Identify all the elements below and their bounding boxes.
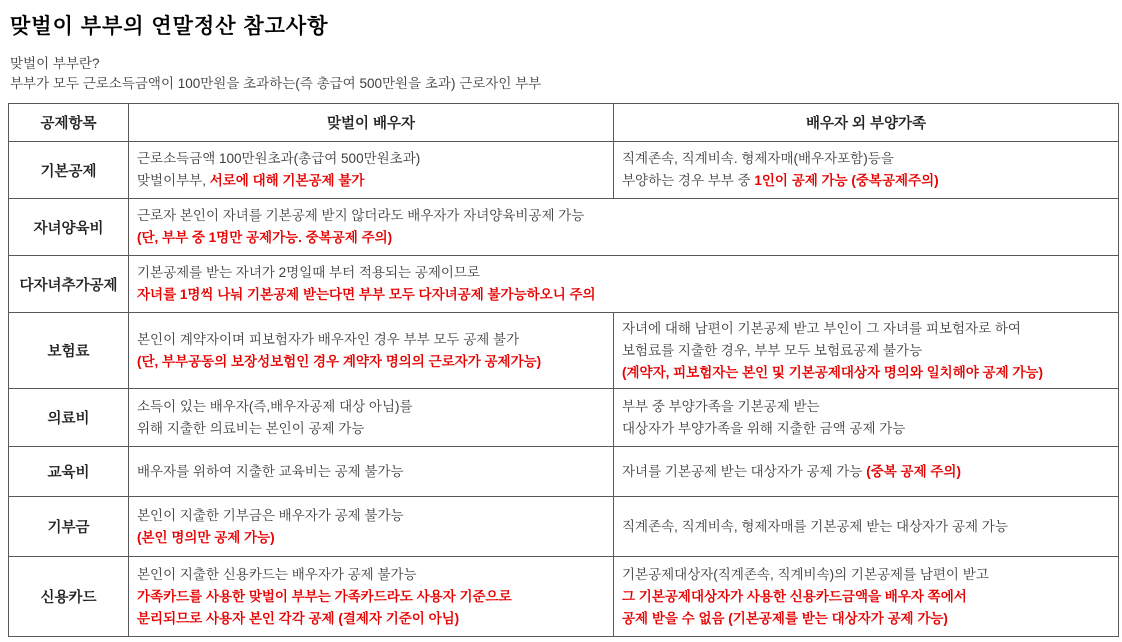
deduction-detail-cell bbox=[129, 142, 614, 199]
plain-text: 직계존속, 직계비속. 형제자매(배우자포함)등을 bbox=[622, 151, 894, 166]
detail-text-line bbox=[622, 148, 1110, 170]
plain-text: 자녀에 대해 남편이 기본공제 받고 부인이 그 자녀를 피보험자로 하여 bbox=[622, 320, 1021, 336]
deduction-item-label: 신용카드 bbox=[9, 557, 129, 637]
detail-text-line bbox=[137, 396, 605, 418]
detail-text-line bbox=[137, 329, 605, 351]
detail-text-line bbox=[622, 461, 1110, 483]
plain-text: 근로자 본인이 자녀를 기본공제 받지 않더라도 배우자가 자녀양육비공제 가능 bbox=[137, 208, 585, 223]
plain-text: 직계존속, 직계비속, 형제자매를 기본공제 받는 대상자가 공제 가능 bbox=[622, 518, 1008, 534]
table-body bbox=[9, 142, 1119, 637]
detail-text-line bbox=[622, 340, 1110, 362]
deduction-detail-cell bbox=[614, 447, 1119, 497]
deduction-item-label: 기본공제 bbox=[9, 142, 129, 199]
deduction-table bbox=[8, 103, 1119, 637]
detail-text-line bbox=[137, 170, 605, 192]
deduction-detail-cell bbox=[129, 557, 614, 637]
plain-text: 기본공제를 받는 자녀가 2명일때 부터 적용되는 공제이므로 bbox=[137, 265, 480, 280]
table-row bbox=[9, 557, 1119, 637]
detail-text-line bbox=[137, 505, 605, 527]
table-row bbox=[9, 313, 1119, 389]
header-dual-income-spouse: 맞벌이 배우자 bbox=[129, 104, 614, 142]
subtitle-definition: 부부가 모두 근로소득금액이 100만원을 초과하는(즉 총급여 500만원을 초과) 근로자인 부부 bbox=[10, 76, 542, 91]
deduction-item-label: 다자녀추가공제 bbox=[9, 256, 129, 313]
detail-text-line bbox=[622, 170, 1110, 192]
deduction-detail-cell bbox=[614, 389, 1119, 447]
detail-text-line bbox=[137, 148, 605, 170]
detail-text-line bbox=[137, 418, 605, 440]
table-row bbox=[9, 447, 1119, 497]
table-header-row bbox=[9, 104, 1119, 142]
deduction-detail-cell bbox=[129, 389, 614, 447]
table-row bbox=[9, 142, 1119, 199]
highlighted-text: 분리되므로 사용자 본인 각각 공제 (결제자 기준이 아님) bbox=[137, 610, 460, 626]
plain-text: 부양하는 경우 부부 중 bbox=[622, 173, 755, 188]
table-row bbox=[9, 497, 1119, 557]
table-row bbox=[9, 256, 1119, 313]
detail-text-line bbox=[137, 461, 605, 483]
deduction-detail-cell bbox=[129, 497, 614, 557]
detail-text-line bbox=[622, 586, 1110, 608]
plain-text: 자녀를 기본공제 받는 대상자가 공제 가능 bbox=[622, 463, 867, 479]
header-dependents-other: 배우자 외 부양가족 bbox=[614, 104, 1119, 142]
detail-text-line bbox=[622, 318, 1110, 340]
highlighted-text: 자녀를 1명씩 나눠 기본공제 받는다면 부부 모두 다자녀공제 불가능하오니 주의 bbox=[137, 287, 596, 302]
subtitle-question: 맞벌이 부부란? bbox=[10, 56, 100, 71]
page-title: 맞벌이 부부의 연말정산 참고사항 bbox=[10, 15, 329, 38]
detail-text-line bbox=[137, 608, 605, 630]
plain-text: 위해 지출한 의료비는 본인이 공제 가능 bbox=[137, 420, 365, 436]
highlighted-text: (본인 명의만 공제 가능) bbox=[137, 529, 275, 545]
detail-text-line bbox=[137, 527, 605, 549]
deduction-detail-cell bbox=[129, 313, 614, 389]
plain-text: 근로소득금액 100만원초과(총급여 500만원초과) bbox=[137, 151, 421, 166]
table-row bbox=[9, 199, 1119, 256]
highlighted-text: (단, 부부 중 1명만 공제가능. 중복공제 주의) bbox=[137, 230, 393, 245]
detail-text-line bbox=[137, 262, 1110, 284]
deduction-item-label: 보험료 bbox=[9, 313, 129, 389]
deduction-detail-cell bbox=[129, 256, 1119, 313]
plain-text: 배우자를 위하여 지출한 교육비는 공제 불가능 bbox=[137, 463, 404, 479]
plain-text: 기본공제대상자(직계존속, 직계비속)의 기본공제를 남편이 받고 bbox=[622, 566, 989, 582]
highlighted-text: (중복 공제 주의) bbox=[866, 463, 961, 479]
plain-text: 부부 중 부양가족을 기본공제 받는 bbox=[622, 398, 820, 414]
detail-text-line bbox=[622, 396, 1110, 418]
deduction-detail-cell bbox=[614, 557, 1119, 637]
deduction-detail-cell bbox=[614, 313, 1119, 389]
plain-text: 본인이 계약자이며 피보험자가 배우자인 경우 부부 모두 공제 불가 bbox=[137, 331, 520, 347]
plain-text: 대상자가 부양가족을 위해 지출한 금액 공제 가능 bbox=[622, 420, 906, 436]
detail-text-line bbox=[137, 227, 1110, 249]
highlighted-text: 공제 받을 수 없음 (기본공제를 받는 대상자가 공제 가능) bbox=[622, 610, 948, 626]
deduction-item-label: 의료비 bbox=[9, 389, 129, 447]
detail-text-line bbox=[137, 586, 605, 608]
detail-text-line bbox=[137, 205, 1110, 227]
deduction-item-label: 기부금 bbox=[9, 497, 129, 557]
deduction-detail-cell bbox=[129, 199, 1119, 256]
plain-text: 본인이 지출한 신용카드는 배우자가 공제 불가능 bbox=[137, 566, 417, 582]
detail-text-line bbox=[137, 351, 605, 373]
plain-text: 본인이 지출한 기부금은 배우자가 공제 불가능 bbox=[137, 507, 404, 523]
header-deduction-item: 공제항목 bbox=[9, 104, 129, 142]
highlighted-text: 그 기본공제대상자가 사용한 신용카드금액을 배우자 쪽에서 bbox=[622, 588, 967, 604]
deduction-item-label: 자녀양육비 bbox=[9, 199, 129, 256]
highlighted-text: (단, 부부공동의 보장성보험인 경우 계약자 명의의 근로자가 공제가능) bbox=[137, 353, 542, 369]
table-row bbox=[9, 389, 1119, 447]
detail-text-line bbox=[622, 516, 1110, 538]
detail-text-line bbox=[622, 362, 1110, 384]
highlighted-text: (계약자, 피보험자는 본인 및 기본공제대상자 명의와 일치해야 공제 가능) bbox=[622, 364, 1043, 380]
detail-text-line bbox=[137, 564, 605, 586]
plain-text: 보험료를 지출한 경우, 부부 모두 보험료공제 불가능 bbox=[622, 342, 923, 358]
deduction-detail-cell bbox=[614, 142, 1119, 199]
highlighted-text: 서로에 대해 기본공제 불가 bbox=[209, 173, 365, 188]
plain-text: 소득이 있는 배우자(즉,배우자공제 대상 아님)를 bbox=[137, 398, 413, 414]
detail-text-line bbox=[137, 284, 1110, 306]
deduction-detail-cell bbox=[614, 497, 1119, 557]
detail-text-line bbox=[622, 564, 1110, 586]
highlighted-text: 가족카드를 사용한 맞벌이 부부는 가족카드라도 사용자 기준으로 bbox=[137, 588, 512, 604]
highlighted-text: 1인이 공제 가능 (중복공제주의) bbox=[754, 173, 939, 188]
detail-text-line bbox=[622, 608, 1110, 630]
detail-text-line bbox=[622, 418, 1110, 440]
plain-text: 맞벌이부부, bbox=[137, 173, 210, 188]
deduction-item-label: 교육비 bbox=[9, 447, 129, 497]
deduction-detail-cell bbox=[129, 447, 614, 497]
